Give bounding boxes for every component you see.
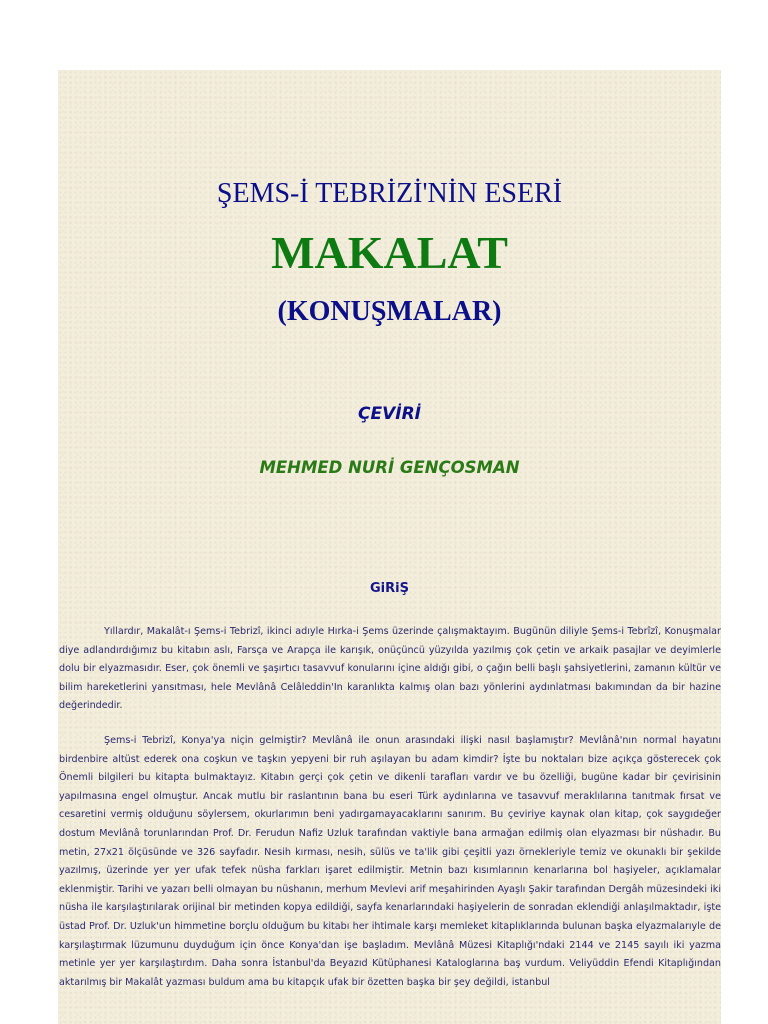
book-title: MAKALAT	[271, 227, 508, 278]
intro-paragraph-1: Yıllardır, Makalât-ı Şems-i Tebrizî, ikinci adıyle Hırka-i Şems üzerinde çalışmaktayım. Bugünün diliyle Şems-i Tebrîzî, Konuşmalar diye adlandırdığımız bu kitabın aslı, Farsça ve Arapça ile karışık, onüçüncü yüzyılda yazılmış çok çetin ve arkaik pasajlar ve deyimlerle dolu bir elyazmasıdır. Eser, çok önemli ve şaşırtıcı tasavvuf konularını içine aldığı gibi, o çağın belli başlı şahsiyetlerini, zamanın kültür ve bilim hareketlerini yansıtması, hele Mevlânâ Celâleddin'In karanlıkta kalmış olan bazı yönlerini aydınlatması bakımından da bir hazine değerindedir.	[59, 626, 721, 712]
section-heading: GiRiŞ	[370, 581, 409, 596]
book-title-paren: (KONUŞMALAR)	[277, 296, 502, 327]
translation-label: ÇEVİRİ	[358, 404, 421, 424]
intro-paragraph-2: Şems-i Tebrizî, Konya'ya niçin gelmiştir? Mevlânâ ile onun arasındaki ilişki nasıl başlamıştır? Mevlânâ'nın normal hayatını birdenbire altüst ederek ona coşkun ve taşkın yepyeni bir ruh aşılayan bu adam kimdir? İşte bu noktaları bize açıkça gösterecek çok Önemli bilgileri bu kitapta bulmaktayız. Kitabın gerçi çok çetin ve dikenli tarafları vardır ve bu özelliği, bugüne kadar bir çevirisinin yapılmasına engel olmuştur. Ancak mutlu bir raslantının bana bu eseri Türk aydınlarına ve tasavvuf meraklılarına tanıtmak fırsat ve cesaretini vermiş olduğunu söylersem, okurlarımın beni yadırgamayacaklarını sanırım. Bu çeviriye kaynak olan kitap, çok saygıdeğer dostum Mevlânâ torunlarından Prof. Dr. Ferudun Nafiz Uzluk tarafından vaktiyle bana armağan edilmiş olan elyazması bir nüshadır. Bu metin, 27x21 ölçüsünde ve 326 sayfadır. Nesih kırması, nesih, sülüs ve ta'lik gibi çeşitli yazı örnekleriyle temiz ve okunaklı bir şekilde yazılmış, üzerinde yer yer ufak tefek nüsha farkları işaret edilmiştir. Metnin bazı kısımlarının kenarlarına bol haşiyeler, açıklamalar eklenmiştir. Tarihi ve yazarı belli olmayan bu nüshanın, merhum Mevlevi arif meşahirinden Ayaşlı Şakir tarafından Dergâh müzesindeki iki nüsha ile karşılaştırılarak orijinal bir metinden kopya edildiği, sayfa kenarlarındaki haşiyelerin de sonradan eklendiği anlaşılmaktadır, işte üstad Prof. Dr. Uzluk'un himmetine borçlu olduğum bu kitabı her ihtimale karşı memleket kitaplıklarında bulunan başka elyazmalarıyle de karşılaştırmak lüzumunu duyduğum için önce Konya'dan işe başladım. Mevlânâ Müzesi Kitaplığı'ndaki 2144 ve 2145 sayılı iki yazma metinle yer yer karşılaştırdım. Daha sonra İstanbul'da Beyazıd Kütüphanesi Kataloglarına baş vurdum. Veliyüddin Efendi Kitaplığından aktarılmış bir Makalât yazması buldum ama bu kitapçık ufak bir özetten başka bir şey değildi, istanbul	[59, 735, 721, 988]
translator-name: MEHMED NURİ GENÇOSMAN	[259, 458, 520, 477]
book-subtitle: ŞEMS-İ TEBRİZİ'NİN ESERİ	[216, 178, 563, 209]
document-page	[58, 70, 721, 1024]
